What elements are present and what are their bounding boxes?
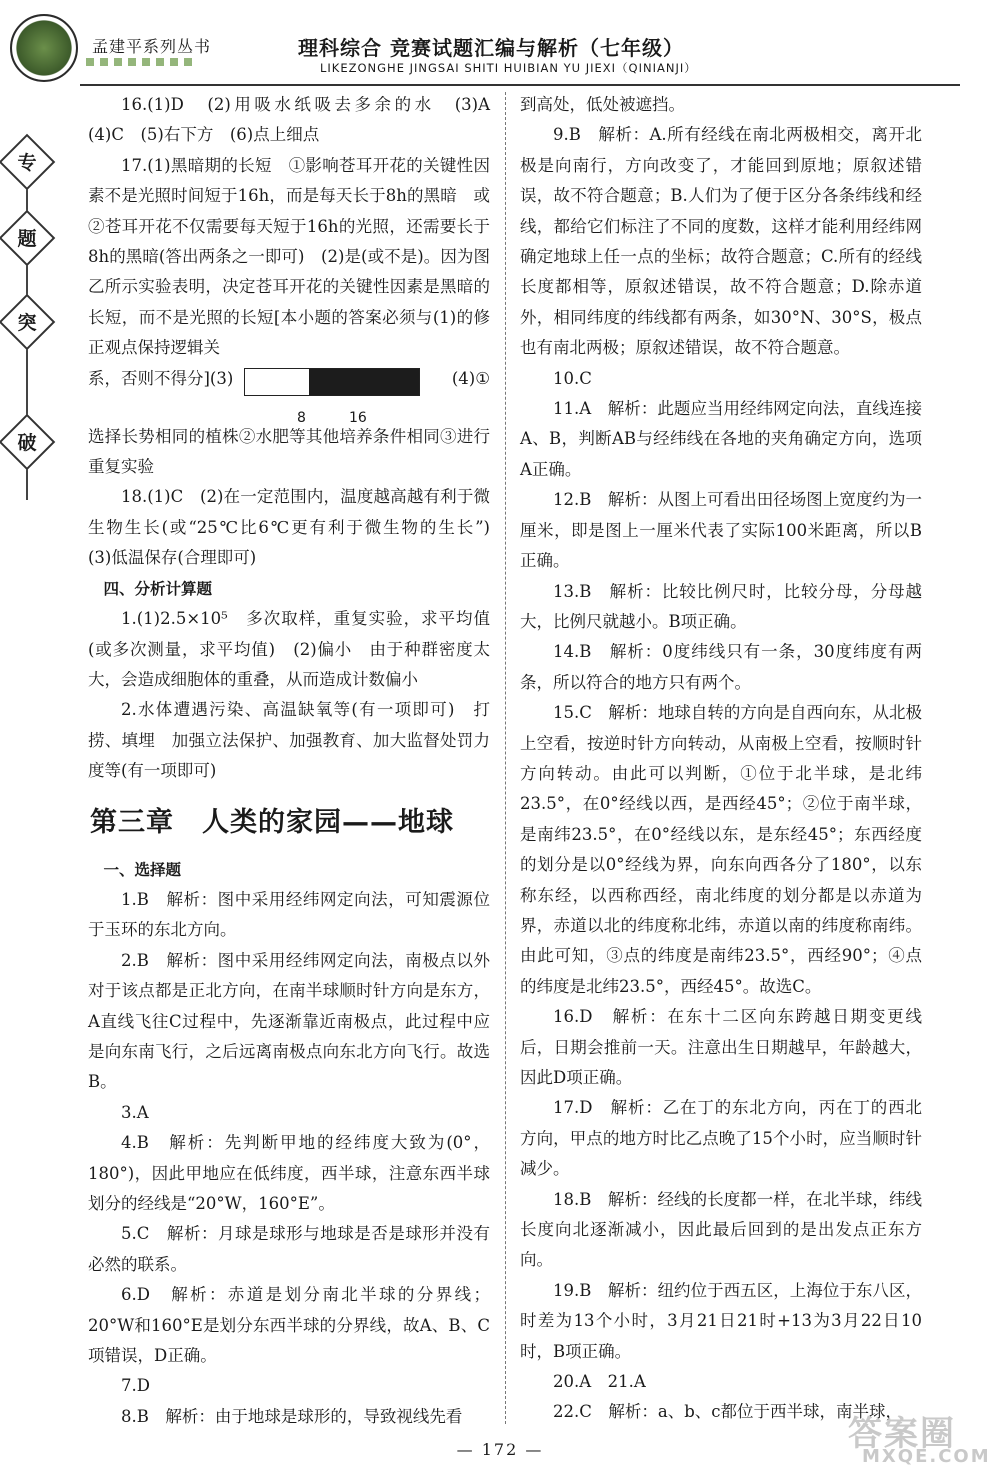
choice-answer-8-cont: 到高处，低处被遮挡。: [520, 95, 685, 114]
right-column: [520, 90, 922, 1428]
sidebar-char: 突: [17, 312, 37, 334]
choice-answer-6: 6.D 解析：赤道是划分南北半球的分界线；20°W和160°E是划分东西半球的分界线，故A、B、C项错误，D正确。: [88, 1285, 490, 1366]
choice-answer-18: 18.B 解析：经线的长度都一样，在北半球，纬线长度向北逐渐减小，因此最后回到的是出发点正东方向。: [520, 1189, 922, 1270]
section-heading: 一、选择题: [103, 860, 182, 879]
watermark-url: MXQE.COM: [862, 1446, 991, 1467]
sidebar-char: 题: [17, 228, 37, 250]
page-header: [0, 0, 1000, 90]
choice-answer-4: 4.B 解析：先判断甲地的经纬度大致为(0°，180°)，因此甲地应在低纬度，西半球，注意东西半球划分的经线是“20°W，160°E”。: [88, 1133, 490, 1213]
choice-answer-17: 17.D 解析：乙在丁的东北方向，丙在丁的西北方向，甲点的地方时比乙点晚了15个小时，应当顺时针减少。: [520, 1098, 922, 1179]
watermark-logo: 答案圈: [848, 1414, 956, 1454]
header-divider: [80, 84, 960, 86]
choice-answer-13: 13.B 解析：比较比例尺时，比较分母，分母越大，比例尺就越小。B项正确。: [520, 581, 922, 631]
chapter-title: 第三章 人类的家园——地球: [90, 806, 454, 838]
sidebar-char: 破: [17, 432, 37, 454]
book-title-pinyin: LIKEZONGHE JINGSAI SHITI HUIBIAN YU JIEXI（QINIANJI）: [320, 61, 697, 75]
choice-answer-2: 2.B 解析：图中采用经纬网定向法，南极点以外对于该点都是正北方向，在南半球顺时针方向是东方，A直线飞往C过程中，先逐渐靠近南极点，此过程中应是向东南飞行，之后远离南极点向东北方向飞行。故选B。: [88, 950, 490, 1092]
calc-answer-1: 1.(1)2.5×10⁵ 多次取样，重复实验，求平均值(或多次测量，求平均值) (2)偏小 由于种群密度太大，会造成细胞体的重叠，从而造成计数偏小: [88, 609, 490, 689]
calc-answer-2: 2.水体遭遇污染、高温缺氧等(有一项即可) 打捞、填埋 加强立法保护、加强教育、加大监督处罚力度等(有一项即可): [88, 700, 490, 781]
page-number-text: — 172 —: [456, 1440, 544, 1459]
choice-answer-12: 12.B 解析：从图上可看出田径场图上宽度约为一厘米，即是图上一厘米代表了实际100米距离，所以B正确。: [520, 490, 922, 571]
answer-17: 17.(1)黑暗期的长短 ①影响苍耳开花的关键性因素不是光照时间短于16h，而是每天长于8h的黑暗 或②苍耳开花不仅需要每天短于16h的光照，还需要长于8h的黑暗(答出两条之一即可) (2)是(或不是)。因为图乙所示实验表明，决定苍耳开花的关键性因素是黑暗的长短，而不是光照的长短[本小题的答案必须与(1)的修正观点保持逻辑关: [88, 155, 490, 358]
bar-label-8: 8: [297, 409, 306, 426]
choice-answer-7: 7.D: [121, 1376, 150, 1396]
choice-answer-14: 14.B 解析：0度纬线只有一条，30度纬度有两条，所以符合的地方只有两个。: [520, 642, 922, 692]
choice-answer-9: 9.B 解析：A.所有经线在南北两极相交，离开北极是向南行，方向改变了，才能回到原地；原叙述错误，故不符合题意；B.人们为了便于区分各条纬线和经线，都给它们标注了不同的度数，这样才能利用经纬网确定地球上任一点的坐标；故符合题意；C.所有的经线长度都相等，原叙述错误，故不符合题意；D.除赤道外，相同纬度的纬线都有两条，如30°N、30°S，极点也有南北两极；原叙述错误，故不符合题意。: [520, 125, 922, 358]
choice-answer-19: 19.B 解析：纽约位于西五区，上海位于东八区，时差为13个小时，3月21日21时+13为3月22日10时，B项正确。: [520, 1280, 922, 1361]
sidebar-char: 专: [17, 152, 37, 174]
choice-answer-22: 22.C 解析：a、b、c都位于西半球，南半球，: [553, 1402, 903, 1422]
decorative-underline: [86, 58, 198, 66]
answer-17-text: (4)①: [451, 368, 490, 388]
light-dark-bar-figure: [244, 368, 420, 426]
series-logo-icon: [10, 14, 78, 82]
choice-answer-3: 3.A: [121, 1102, 149, 1122]
choice-answer-10: 10.C: [553, 368, 592, 388]
choice-answer-1: 1.B 解析：图中采用经纬网定向法，可知震源位于玉环的东北方向。: [88, 889, 490, 940]
choice-answer-20-21: 20.A 21.A: [553, 1372, 646, 1392]
figure-gap: [88, 396, 490, 422]
left-column: [88, 90, 507, 1432]
choice-answer-16: 16.D 解析：在东十二区向东跨越日期变更线后，日期会推前一天。注意出生日期越早，年龄越大，因此D项正确。: [520, 1007, 922, 1087]
choice-answer-11: 11.A 解析：此题应当用经纬网定向法，直线连接A、B，判断AB与经纬线在各地的夹角确定方向，选项A正确。: [520, 399, 922, 479]
column-divider: [505, 92, 506, 1424]
answer-17-text: 系，否则不得分](3): [88, 368, 234, 388]
light-period-segment: [245, 369, 309, 395]
section-heading: 四、分析计算题: [103, 579, 213, 598]
topic-sidebar: [4, 140, 52, 500]
book-title: 理科综合 竞赛试题汇编与解析（七年级）: [298, 36, 684, 60]
answer-16: 16.(1)D (2)用吸水纸吸去多余的水 (3)A (4)C (5)右下方 (6)点上细点: [88, 95, 507, 145]
choice-answer-15: 15.C 解析：地球自转的方向是自西向东，从北极上空看，按逆时针方向转动，从南极上空看，按顺时针方向转动。由此可以判断，①位于北半球，是北纬23.5°，在0°经线以西，是西经45°；②位于南半球，是南纬23.5°，在0°经线以东，是东经45°；东西经度的划分是以0°经线为界，向东向西各分了180°，以东称东经，以西称西经，南北纬度的划分都是以赤道为界，赤道以北的纬度称北纬，赤道以南的纬度称南纬。由此可知，③点的纬度是南纬23.5°，西经90°；④点的纬度是北纬23.5°，西经45°。故选C。: [520, 703, 922, 996]
bar-label-16: 16: [349, 409, 367, 426]
answer-18: 18.(1)C (2)在一定范围内，温度越高越有利于微生物生长(或“25℃比6℃更有利于微生物的生长”) (3)低温保存(合理即可): [88, 487, 507, 568]
series-name: 孟建平系列丛书: [92, 37, 212, 56]
choice-answer-8: 8.B 解析：由于地球是球形的，导致视线先看: [121, 1406, 463, 1426]
answer-17-figure-row: [88, 364, 490, 426]
choice-answer-5: 5.C 解析：月球是球形与地球是否是球形并没有必然的联系。: [88, 1224, 490, 1274]
answer-17-cont: 选择长势相同的植株②水肥等其他培养条件相同③进行重复实验: [88, 426, 490, 477]
dark-period-segment: [309, 369, 419, 395]
